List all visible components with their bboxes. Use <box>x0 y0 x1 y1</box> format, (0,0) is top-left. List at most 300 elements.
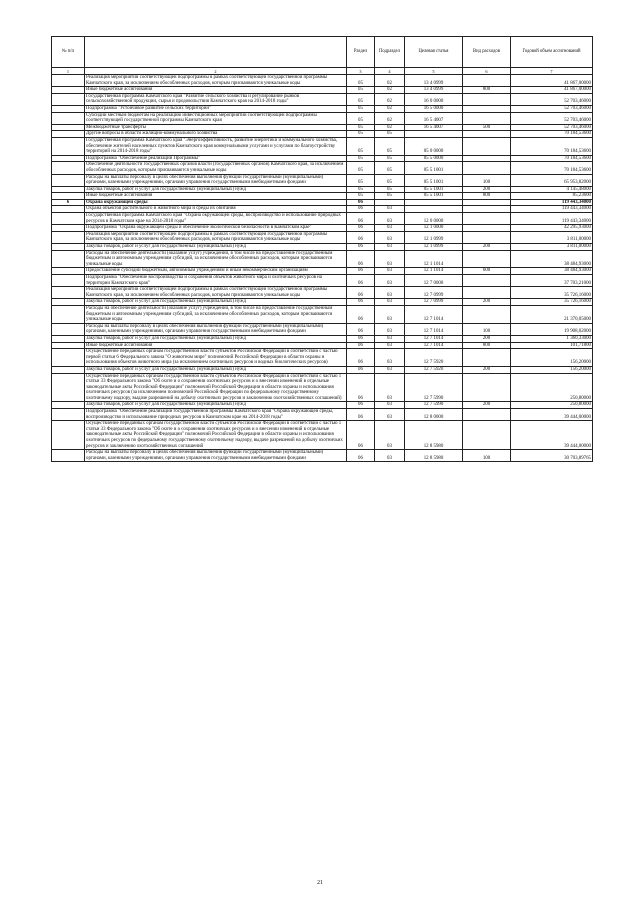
amount-cell: 65 953,82000 <box>511 174 593 186</box>
table-row <box>52 305 593 323</box>
razdel-cell: 05 <box>347 87 375 94</box>
expense-type-cell <box>463 287 511 299</box>
podrazdel-cell: 03 <box>375 450 405 462</box>
row-name-cell: Межбюджетные трансферты <box>85 124 347 131</box>
razdel-cell: 06 <box>347 225 375 232</box>
podrazdel-cell: 05 <box>375 131 405 138</box>
podrazdel-cell: 05 <box>375 186 405 193</box>
target-article-cell <box>405 206 463 213</box>
razdel-cell: 06 <box>347 409 375 421</box>
row-number-cell <box>52 137 85 155</box>
expense-type-cell <box>463 155 511 162</box>
amount-cell: 38 484,93000 <box>511 250 593 268</box>
podrazdel-cell: 03 <box>375 206 405 213</box>
table-row <box>52 93 593 105</box>
row-name-cell: Субсидии местным бюджетам на реализацию инвестиционных мероприятий соответствующей подпрограммы соответствующей государственной программы Камчатского края <box>85 112 347 124</box>
amount-cell: 52 703,46000 <box>511 124 593 131</box>
table-row <box>52 206 593 213</box>
amount-cell: 41 867,00000 <box>511 75 593 87</box>
column-number: 5 <box>405 68 463 75</box>
razdel-cell: 06 <box>347 206 375 213</box>
row-number-cell <box>52 450 85 462</box>
header-target-article: Целевая статья <box>405 37 463 68</box>
amount-cell: 250,80000 <box>511 373 593 402</box>
podrazdel-cell: 05 <box>375 137 405 155</box>
row-name-cell: Закупка товаров, работ и услуг для государственных (муниципальных) нужд <box>85 335 347 342</box>
amount-cell: 52 703,46000 <box>511 112 593 124</box>
target-article-cell <box>405 199 463 206</box>
amount-cell: 30 703,89765 <box>511 450 593 462</box>
budget-table-body <box>52 75 593 462</box>
column-number: 3 <box>347 68 375 75</box>
budget-sheet <box>51 36 592 462</box>
table-row <box>52 323 593 335</box>
row-number-cell <box>52 342 85 349</box>
target-article-cell: 12 7 1014 <box>405 305 463 323</box>
expense-type-cell <box>463 250 511 268</box>
target-article-cell: 12 7 1014 <box>405 323 463 335</box>
row-number-cell <box>52 75 85 87</box>
row-number-cell <box>52 131 85 138</box>
podrazdel-cell: 05 <box>375 193 405 200</box>
row-name-cell: Подпрограмма "Охрана окружающей среды и обеспечение экологической безопасности в Камчатском крае" <box>85 225 347 232</box>
row-number-cell <box>52 287 85 299</box>
target-article-cell: 12 8 5980 <box>405 450 463 462</box>
row-number-cell <box>52 93 85 105</box>
target-article-cell: 05 0 0000 <box>405 137 463 155</box>
table-row <box>52 244 593 251</box>
amount-cell: 70 184,53600 <box>511 131 593 138</box>
row-name-cell: Осуществление переданных органам государственной власти субъектов Российской Федерации в соответствии с частью 1 статьи 33 Федерального закона "Об охоте и о сохранении охотничьих ресурсов и о внесении изменений в отдельные законодательные акты Российской Федерации" полномочий Российской Федерации в области охраны и использования охотничьих ресурсов по федеральному государственному охотничьему надзору, выдаче разрешений на добычу охотничьих ресурсов и заключению охотхозяйственных соглашений <box>85 421 347 450</box>
expense-type-cell <box>463 199 511 206</box>
column-number: 7 <box>511 68 593 75</box>
amount-cell: 119 443,34000 <box>511 199 593 206</box>
row-number-cell <box>52 323 85 335</box>
target-article-cell: 12 7 1014 <box>405 342 463 349</box>
row-number-cell <box>52 349 85 367</box>
amount-cell: 38 484,93000 <box>511 268 593 275</box>
row-name-cell: Расходы на выплаты персоналу в целях обеспечения выполнения функций государственными (муниципальными) органами, казенными учреждениями, органами управления государственными внебюджетными фондами <box>85 450 347 462</box>
podrazdel-cell: 05 <box>375 174 405 186</box>
row-number-cell <box>52 225 85 232</box>
header-name <box>85 37 347 68</box>
row-name-cell: Реализация мероприятий соответствующей подпрограммы в рамках соответствующей государственной программы Камчатского края, за исключением обособленных расходов, которым присваиваются уникальные коды <box>85 75 347 87</box>
row-number-cell <box>52 105 85 112</box>
amount-cell: 156,20000 <box>511 366 593 373</box>
table-row <box>52 421 593 450</box>
expense-type-cell <box>463 421 511 450</box>
expense-type-cell <box>463 137 511 155</box>
target-article-cell: 12 1 0999 <box>405 231 463 243</box>
row-number-cell <box>52 335 85 342</box>
amount-cell: 42 295,93000 <box>511 225 593 232</box>
expense-type-cell: 500 <box>463 124 511 131</box>
podrazdel-cell: 02 <box>375 124 405 131</box>
row-name-cell: Иные бюджетные ассигнования <box>85 342 347 349</box>
podrazdel-cell: 03 <box>375 287 405 299</box>
amount-cell: 19 908,02000 <box>511 323 593 335</box>
row-number-cell <box>52 112 85 124</box>
expense-type-cell: 800 <box>463 342 511 349</box>
row-name-cell: Предоставление субсидий бюджетным, автономным учреждениям и иным некоммерческим организациям <box>85 268 347 275</box>
razdel-cell: 06 <box>347 305 375 323</box>
table-row <box>52 174 593 186</box>
podrazdel-cell: 02 <box>375 105 405 112</box>
razdel-cell: 06 <box>347 299 375 306</box>
row-name-cell: Реализация мероприятий соответствующей подпрограммы в рамках соответствующей государственной программы Камчатского края, за исключением обособленных расходов, которым присваиваются уникальные коды <box>85 287 347 299</box>
expense-type-cell <box>463 231 511 243</box>
expense-type-cell: 800 <box>463 193 511 200</box>
podrazdel-cell: 03 <box>375 225 405 232</box>
podrazdel-cell: 05 <box>375 155 405 162</box>
target-article-cell: 05 5 1001 <box>405 186 463 193</box>
target-article-cell: 12 8 0000 <box>405 409 463 421</box>
amount-cell: 156,20000 <box>511 349 593 367</box>
row-number-cell <box>52 366 85 373</box>
table-row <box>52 373 593 402</box>
row-name-cell: Государственная программа Камчатского края "Охрана окружающей среды, воспроизводство и использование природных ресурсов в Камчатском крае на 2014-2018 годы" <box>85 213 347 225</box>
amount-cell: 37 703,21000 <box>511 275 593 287</box>
expense-type-cell: 200 <box>463 186 511 193</box>
amount-cell: 1 360,33000 <box>511 335 593 342</box>
amount-cell: 250,80000 <box>511 402 593 409</box>
expense-type-cell <box>463 373 511 402</box>
row-number-cell <box>52 250 85 268</box>
table-row <box>52 193 593 200</box>
amount-cell: 39 444,00000 <box>511 421 593 450</box>
expense-type-cell: 200 <box>463 244 511 251</box>
expense-type-cell <box>463 162 511 174</box>
target-article-cell: 13 4 0999 <box>405 75 463 87</box>
target-article-cell: 12 8 5980 <box>405 421 463 450</box>
target-article-cell: 12 7 5990 <box>405 402 463 409</box>
table-row <box>52 199 593 206</box>
row-number-cell <box>52 275 85 287</box>
target-article-cell: 12 7 5920 <box>405 366 463 373</box>
table-row <box>52 186 593 193</box>
target-article-cell: 16 5 4007 <box>405 124 463 131</box>
table-row <box>52 409 593 421</box>
expense-type-cell <box>463 409 511 421</box>
target-article-cell: 16 0 0000 <box>405 93 463 105</box>
row-name-cell: Реализация мероприятий соответствующей подпрограммы в рамках соответствующей государственной программы Камчатского края, за исключением обособленных расходов, которым присваиваются уникальные коды <box>85 231 347 243</box>
row-name-cell: Закупка товаров, работ и услуг для государственных (муниципальных) нужд <box>85 244 347 251</box>
expense-type-cell: 600 <box>463 268 511 275</box>
razdel-cell: 06 <box>347 335 375 342</box>
razdel-cell: 05 <box>347 137 375 155</box>
amount-cell: 35 726,16000 <box>511 299 593 306</box>
podrazdel-cell: 03 <box>375 268 405 275</box>
row-name-cell: Подпрограмма "Обеспечение воспроизводства и сохранения объектов животного мира и охотничьих ресурсов на территории Камчатского края" <box>85 275 347 287</box>
table-row <box>52 250 593 268</box>
row-number-cell <box>52 231 85 243</box>
podrazdel-cell: 03 <box>375 231 405 243</box>
row-number-cell <box>52 186 85 193</box>
row-name-cell: Закупка товаров, работ и услуг для государственных (муниципальных) нужд <box>85 366 347 373</box>
razdel-cell: 06 <box>347 421 375 450</box>
podrazdel-cell: 03 <box>375 402 405 409</box>
razdel-cell: 05 <box>347 105 375 112</box>
row-number-cell <box>52 421 85 450</box>
expense-type-cell: 200 <box>463 335 511 342</box>
amount-cell: 119 443,34000 <box>511 213 593 225</box>
page-number: 21 <box>317 880 323 886</box>
target-article-cell: 12 7 0999 <box>405 299 463 306</box>
podrazdel-cell: 02 <box>375 93 405 105</box>
razdel-cell: 06 <box>347 342 375 349</box>
row-number-cell <box>52 268 85 275</box>
table-row <box>52 87 593 94</box>
razdel-cell: 05 <box>347 93 375 105</box>
table-header-row <box>52 37 593 68</box>
razdel-cell: 06 <box>347 366 375 373</box>
razdel-cell: 05 <box>347 131 375 138</box>
podrazdel-cell: 03 <box>375 342 405 349</box>
expense-type-cell: 200 <box>463 299 511 306</box>
podrazdel-cell: 03 <box>375 335 405 342</box>
row-name-cell: Иные бюджетные ассигнования <box>85 193 347 200</box>
row-number-cell <box>52 244 85 251</box>
razdel-cell: 06 <box>347 250 375 268</box>
budget-table <box>51 36 593 462</box>
table-row <box>52 268 593 275</box>
row-number-cell <box>52 87 85 94</box>
header-expense-type: Вид расходов <box>463 37 511 68</box>
row-name-cell: Подпрограмма "Обеспечение реализации Программы" <box>85 155 347 162</box>
expense-type-cell <box>463 206 511 213</box>
amount-cell: 70 184,53600 <box>511 137 593 155</box>
row-number-cell: 6 <box>52 199 85 206</box>
podrazdel-cell: 03 <box>375 299 405 306</box>
expense-type-cell: 100 <box>463 174 511 186</box>
column-number: 1 <box>52 68 85 75</box>
row-number-cell <box>52 402 85 409</box>
target-article-cell: 13 4 0999 <box>405 87 463 94</box>
target-article-cell: 05 5 1001 <box>405 174 463 186</box>
expense-type-cell <box>463 213 511 225</box>
row-name-cell: Закупка товаров, работ и услуг для государственных (муниципальных) нужд <box>85 299 347 306</box>
table-row <box>52 335 593 342</box>
table-row <box>52 402 593 409</box>
amount-cell: 119 443,34000 <box>511 206 593 213</box>
razdel-cell: 06 <box>347 275 375 287</box>
razdel-cell: 06 <box>347 349 375 367</box>
header-num: № п/п <box>52 37 85 68</box>
podrazdel-cell <box>375 199 405 206</box>
razdel-cell: 05 <box>347 162 375 174</box>
razdel-cell: 05 <box>347 193 375 200</box>
row-name-cell: Расходы на обеспечение деятельности (оказание услуг) учреждений, в том числе на предоставление государственным бюджетным и автономным учреждениям субсидий, за исключением обособленных расходов, которым присваиваются уникальные коды <box>85 250 347 268</box>
podrazdel-cell: 03 <box>375 305 405 323</box>
table-row <box>52 275 593 287</box>
target-article-cell: 12 7 0999 <box>405 287 463 299</box>
table-row <box>52 450 593 462</box>
podrazdel-cell: 03 <box>375 213 405 225</box>
razdel-cell: 06 <box>347 244 375 251</box>
table-row <box>52 342 593 349</box>
podrazdel-cell: 03 <box>375 250 405 268</box>
expense-type-cell <box>463 131 511 138</box>
row-name-cell: Подпрограмма "Устойчивое развитие сельских территорий" <box>85 105 347 112</box>
expense-type-cell: 200 <box>463 366 511 373</box>
target-article-cell: 16 5 4007 <box>405 112 463 124</box>
target-article-cell: 12 7 1014 <box>405 335 463 342</box>
row-number-cell <box>52 155 85 162</box>
target-article-cell: 12 1 0000 <box>405 225 463 232</box>
expense-type-cell <box>463 93 511 105</box>
row-name-cell: Осуществление переданных органам государственной власти субъектов Российской Федерации в соответствии с частью 1 статьи 33 Федерального закона "Об охоте и о сохранении охотничьих ресурсов и о внесении изменений в отдельные законодательные акты Российской Федерации" полномочий Российской Федерации в области охраны и использования охотничьих ресурсов (за исключением полномочий Российской Федерации по федеральному государственному охотничьему надзору, выдаче разрешений на добычу охотничьих ресурсов и заключению охотхозяйственных соглашений) <box>85 373 347 402</box>
row-number-cell <box>52 206 85 213</box>
table-row <box>52 225 593 232</box>
amount-cell: 52 703,46000 <box>511 105 593 112</box>
expense-type-cell <box>463 349 511 367</box>
target-article-cell: 12 1 1014 <box>405 268 463 275</box>
row-name-cell: Подпрограмма "Обеспечение реализации государственной программы Камчатского края "Охрана окружающей среды, воспроизводство и использование природных ресурсов в Камчатском крае на 2014-2018 годы" <box>85 409 347 421</box>
table-row <box>52 137 593 155</box>
row-number-cell <box>52 213 85 225</box>
razdel-cell: 06 <box>347 402 375 409</box>
podrazdel-cell: 03 <box>375 421 405 450</box>
amount-cell: 41 867,00000 <box>511 87 593 94</box>
row-name-cell: Государственная программа Камчатского края "Энергоэффективность, развитие энергетики и коммунального хозяйства, обеспечение жителей населенных пунктов Камчатского края коммунальными услугами и услугами по благоустройству территорий на 2014-2018 годы" <box>85 137 347 155</box>
header-razdel: Раздел <box>347 37 375 68</box>
target-article-cell: 12 7 5920 <box>405 349 463 367</box>
row-name-cell: Охрана окружающей среды <box>85 199 347 206</box>
row-name-cell: Расходы на обеспечение деятельности (оказание услуг) учреждений, в том числе на предоставление государственным бюджетным и автономным учреждениям субсидий, за исключением обособленных расходов, которым присваиваются уникальные коды <box>85 305 347 323</box>
row-name-cell: Расходы на выплаты персоналу в целях обеспечения выполнения функций государственными (муниципальными) органами, казенными учреждениями, органами управления государственными внебюджетными фондами <box>85 323 347 335</box>
target-article-cell <box>405 131 463 138</box>
row-number-cell <box>52 162 85 174</box>
razdel-cell: 06 <box>347 231 375 243</box>
podrazdel-cell: 02 <box>375 75 405 87</box>
table-row <box>52 299 593 306</box>
table-row <box>52 124 593 131</box>
row-name-cell: Расходы на выплаты персоналу в целях обеспечения выполнения функций государственными (муниципальными) органами, казенными учреждениями, органами управления государственными внебюджетными фондами <box>85 174 347 186</box>
row-number-cell <box>52 373 85 402</box>
table-row <box>52 105 593 112</box>
podrazdel-cell: 02 <box>375 112 405 124</box>
razdel-cell: 06 <box>347 199 375 206</box>
expense-type-cell <box>463 275 511 287</box>
header-podrazdel: Подраздел <box>375 37 405 68</box>
target-article-cell: 05 5 0000 <box>405 155 463 162</box>
razdel-cell: 05 <box>347 174 375 186</box>
row-number-cell <box>52 305 85 323</box>
table-row <box>52 349 593 367</box>
row-name-cell: Другие вопросы в области жилищно-коммунального хозяйства <box>85 131 347 138</box>
column-number: 4 <box>375 68 405 75</box>
target-article-cell: 05 5 1001 <box>405 162 463 174</box>
target-article-cell: 12 0 0000 <box>405 213 463 225</box>
table-row <box>52 75 593 87</box>
amount-cell: 85,23600 <box>511 193 593 200</box>
razdel-cell: 05 <box>347 155 375 162</box>
column-number: 6 <box>463 68 511 75</box>
expense-type-cell <box>463 105 511 112</box>
amount-cell: 3 811,00000 <box>511 244 593 251</box>
razdel-cell: 05 <box>347 75 375 87</box>
razdel-cell: 06 <box>347 268 375 275</box>
podrazdel-cell: 03 <box>375 409 405 421</box>
expense-type-cell <box>463 75 511 87</box>
table-row <box>52 155 593 162</box>
podrazdel-cell: 05 <box>375 162 405 174</box>
target-article-cell: 12 7 0000 <box>405 275 463 287</box>
razdel-cell: 06 <box>347 373 375 402</box>
table-row <box>52 231 593 243</box>
podrazdel-cell: 03 <box>375 373 405 402</box>
table-row <box>52 112 593 124</box>
podrazdel-cell: 03 <box>375 323 405 335</box>
row-name-cell: Иные бюджетные ассигнования <box>85 87 347 94</box>
target-article-cell: 12 1 1014 <box>405 250 463 268</box>
razdel-cell: 05 <box>347 186 375 193</box>
amount-cell: 35 726,16000 <box>511 287 593 299</box>
razdel-cell: 05 <box>347 124 375 131</box>
amount-cell: 4 145,48000 <box>511 186 593 193</box>
podrazdel-cell: 03 <box>375 275 405 287</box>
row-name-cell: Закупка товаров, работ и услуг для государственных (муниципальных) нужд <box>85 402 347 409</box>
row-name-cell: Государственная программа Камчатского края "Развитие сельского хозяйства и регулирование рынков сельскохозяйственной продукции, сырья и продовольствия Камчатского края на 2014-2018 годы" <box>85 93 347 105</box>
razdel-cell: 06 <box>347 450 375 462</box>
amount-cell: 70 184,53600 <box>511 162 593 174</box>
amount-cell: 3 811,00000 <box>511 231 593 243</box>
column-number: 2 <box>85 68 347 75</box>
amount-cell: 70 184,53600 <box>511 155 593 162</box>
amount-cell: 52 703,46000 <box>511 93 593 105</box>
table-row <box>52 162 593 174</box>
target-article-cell: 12 1 0999 <box>405 244 463 251</box>
expense-type-cell <box>463 225 511 232</box>
row-number-cell <box>52 299 85 306</box>
row-name-cell: Закупка товаров, работ и услуг для государственных (муниципальных) нужд <box>85 186 347 193</box>
expense-type-cell: 800 <box>463 87 511 94</box>
razdel-cell: 05 <box>347 112 375 124</box>
row-name-cell: Обеспечение деятельности государственных органов власти (государственных органов) Камчатского края, за исключением обособленных расходов, которым присваиваются уникальные коды <box>85 162 347 174</box>
table-row <box>52 131 593 138</box>
row-number-cell <box>52 124 85 131</box>
expense-type-cell: 100 <box>463 450 511 462</box>
amount-cell: 39 444,00000 <box>511 409 593 421</box>
table-row <box>52 213 593 225</box>
expense-type-cell <box>463 112 511 124</box>
table-row <box>52 366 593 373</box>
expense-type-cell: 200 <box>463 402 511 409</box>
razdel-cell: 06 <box>347 287 375 299</box>
column-number-row <box>52 68 593 75</box>
row-number-cell <box>52 174 85 186</box>
target-article-cell: 12 7 5990 <box>405 373 463 402</box>
header-annual-amount: Годовой объем ассигнований <box>511 37 593 68</box>
row-name-cell: Охрана объектов растительного и животного мира и среды их обитания <box>85 206 347 213</box>
podrazdel-cell: 02 <box>375 87 405 94</box>
target-article-cell: 16 5 0000 <box>405 105 463 112</box>
podrazdel-cell: 03 <box>375 366 405 373</box>
amount-cell: 21 370,05000 <box>511 305 593 323</box>
row-number-cell <box>52 409 85 421</box>
expense-type-cell <box>463 305 511 323</box>
razdel-cell: 06 <box>347 213 375 225</box>
expense-type-cell: 100 <box>463 323 511 335</box>
razdel-cell: 06 <box>347 323 375 335</box>
table-row <box>52 287 593 299</box>
podrazdel-cell: 03 <box>375 244 405 251</box>
row-name-cell: Осуществление переданных органам государственной власти субъектов Российской Федерации в соответствии с частью первой статьи 6 Федерального закона "О животном мире" полномочий Российской Федерации в области охраны и использования объектов животного мира (за исключением охотничьих ресурсов и водных биологических ресурсов) <box>85 349 347 367</box>
amount-cell: 101,71800 <box>511 342 593 349</box>
row-number-cell <box>52 193 85 200</box>
target-article-cell: 05 5 1001 <box>405 193 463 200</box>
podrazdel-cell: 03 <box>375 349 405 367</box>
